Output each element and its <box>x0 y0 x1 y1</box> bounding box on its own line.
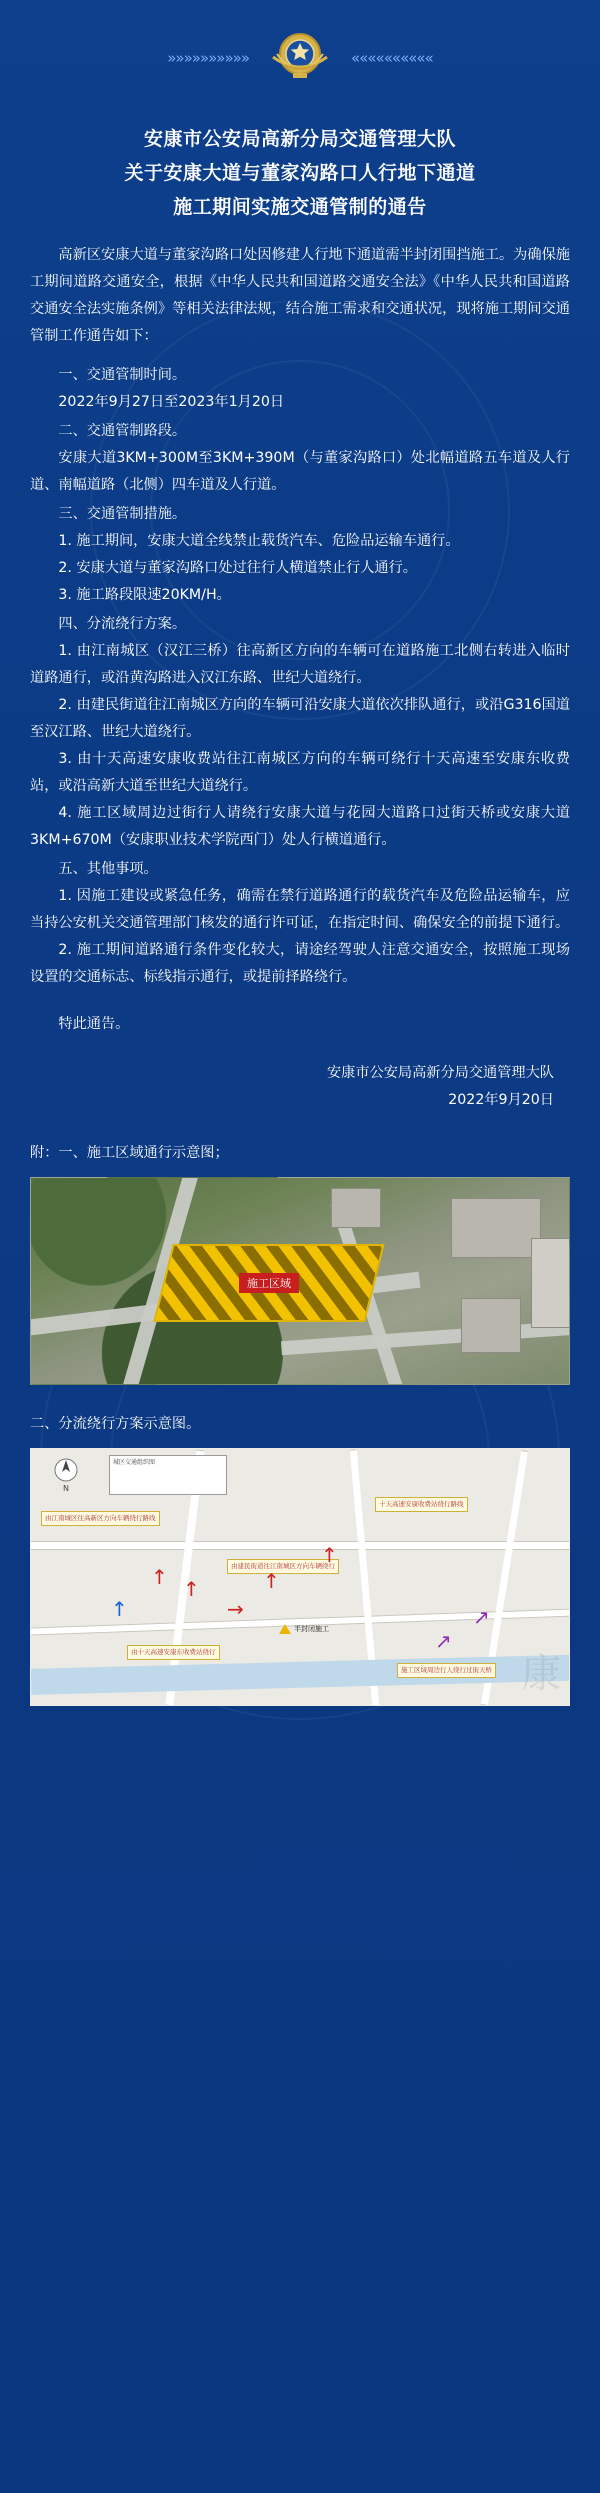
section-heading: 三、交通管制措施。 <box>58 506 187 522</box>
section-item: 2. 安康大道与董家沟路口处过往行人横道禁止行人通行。 <box>58 560 417 576</box>
notice-body <box>0 224 600 1706</box>
detour-arrow-icon: ↑ <box>321 1543 338 1567</box>
map-tag: 由建民街道往江南城区方向车辆绕行 <box>227 1559 339 1574</box>
header-band <box>0 0 600 116</box>
section-heading: 二、交通管制路段。 <box>58 423 187 439</box>
section-item: 4. 施工区域周边过街行人请绕行安康大道与花园大道路口过街天桥或安康大道3KM+670M（安康职业技术学院西门）处人行横道通行。 <box>30 805 570 848</box>
detour-arrow-icon: ↑ <box>183 1577 200 1601</box>
map-tag: 由十天高速安康东收费站绕行 <box>127 1645 220 1660</box>
diversion-arrow-icon: ↗ <box>473 1605 490 1629</box>
construction-zone-label: 施工区域 <box>239 1273 299 1293</box>
map-tag: 十天高速安康收费站绕行路线 <box>375 1497 468 1512</box>
left-arrows-decoration: »»»»»»»»»» <box>167 49 249 67</box>
section-item: 2. 由建民街道往江南城区方向的车辆可沿安康大道依次排队通行，或沿G316国道至汉江路、世纪大道绕行。 <box>30 697 570 740</box>
section-item: 1. 由江南城区（汉江三桥）往高新区方向的车辆可在道路施工北侧右转进入临时道路通行，或沿黄沟路进入汉江东路、世纪大道绕行。 <box>30 643 570 686</box>
section-item: 2022年9月27日至2023年1月20日 <box>58 394 285 410</box>
figure-construction-zone <box>30 1177 570 1385</box>
signoff-organization: 安康市公安局高新分局交通管理大队 <box>326 1065 554 1081</box>
section-item: 1. 施工期间，安康大道全线禁止载货汽车、危险品运输车通行。 <box>58 533 460 549</box>
worksite-triangle-icon <box>279 1624 291 1634</box>
building-block <box>531 1238 570 1328</box>
compass-icon <box>53 1457 79 1497</box>
detour-arrow-icon: ↑ <box>151 1565 168 1589</box>
building-block <box>451 1198 541 1258</box>
signoff-date: 2022年9月20日 <box>448 1092 554 1108</box>
section-heading: 五、其他事项。 <box>58 861 158 877</box>
section-item: 1. 因施工建设或紧急任务，确需在禁行道路通行的载货汽车及危险品运输车，应当持公安机关交通管理部门核发的通行许可证，在指定时间、确保安全的前提下通行。 <box>30 888 570 931</box>
signoff-block <box>30 1060 570 1114</box>
right-arrows-decoration: «««««««««« <box>351 49 433 67</box>
emblem-row <box>0 21 600 95</box>
svg-text:N: N <box>63 1484 69 1493</box>
page-title <box>0 116 600 224</box>
police-emblem-icon <box>263 21 337 95</box>
attachment-label-2: 二、分流绕行方案示意图。 <box>30 1416 201 1432</box>
section-heading: 一、交通管制时间。 <box>58 367 187 383</box>
closing-paragraph: 特此通告。 <box>58 1016 130 1032</box>
building-block <box>331 1188 381 1228</box>
worksite-label: 半封闭施工 <box>294 1625 329 1633</box>
figure-detour-plan <box>30 1448 570 1706</box>
title-line-1: 安康市公安局高新分局交通管理大队 <box>143 128 456 150</box>
diversion-arrow-icon: ↗ <box>435 1629 452 1653</box>
section-item: 3. 由十天高速安康收费站往江南城区方向的车辆可绕行十天高速至安康东收费站，或沿高新大道至世纪大道绕行。 <box>30 751 570 794</box>
map-watermark: 康 <box>521 1651 561 1697</box>
map-legend <box>109 1455 227 1495</box>
intro-paragraph: 高新区安康大道与董家沟路口处因修建人行地下通道需半封闭围挡施工。为确保施工期间道路交通安全，根据《中华人民共和国道路交通安全法》《中华人民共和国道路交通安全法实施条例》等相关法律法规，结合施工需求和交通状况，现将施工期间交通管制工作通告如下： <box>30 247 570 344</box>
detour-arrow-icon: → <box>227 1597 244 1621</box>
section-heading: 四、分流绕行方案。 <box>58 616 187 632</box>
attachment-label-1: 附：一、施工区域通行示意图； <box>30 1145 229 1161</box>
section-item: 安康大道3KM+300M至3KM+390M（与董家沟路口）处北幅道路五车道及人行道、南幅道路（北侧）四车道及人行道。 <box>30 450 570 493</box>
construction-zone-overlay <box>153 1244 384 1322</box>
map-legend-title: 城区交通组织图 <box>113 1459 156 1466</box>
worksite-marker <box>279 1624 329 1634</box>
map-tag: 由江南城区往高新区方向车辆绕行路线 <box>41 1511 160 1526</box>
building-block <box>461 1298 521 1353</box>
map-road <box>31 1541 570 1550</box>
section-item: 3. 施工路段限速20KM/H。 <box>58 587 231 603</box>
through-arrow-icon: ↑ <box>111 1597 128 1621</box>
title-line-3: 施工期间实施交通管制的通告 <box>173 196 427 218</box>
map-tag: 施工区域周边行人绕行过街天桥 <box>397 1663 496 1678</box>
detour-arrow-icon: ↑ <box>263 1569 280 1593</box>
section-item: 2. 施工期间道路通行条件变化较大，请途经驾驶人注意交通安全，按照施工现场设置的交通标志、标线指示通行，或提前择路绕行。 <box>30 942 570 985</box>
title-line-2: 关于安康大道与董家沟路口人行地下通道 <box>124 162 476 184</box>
